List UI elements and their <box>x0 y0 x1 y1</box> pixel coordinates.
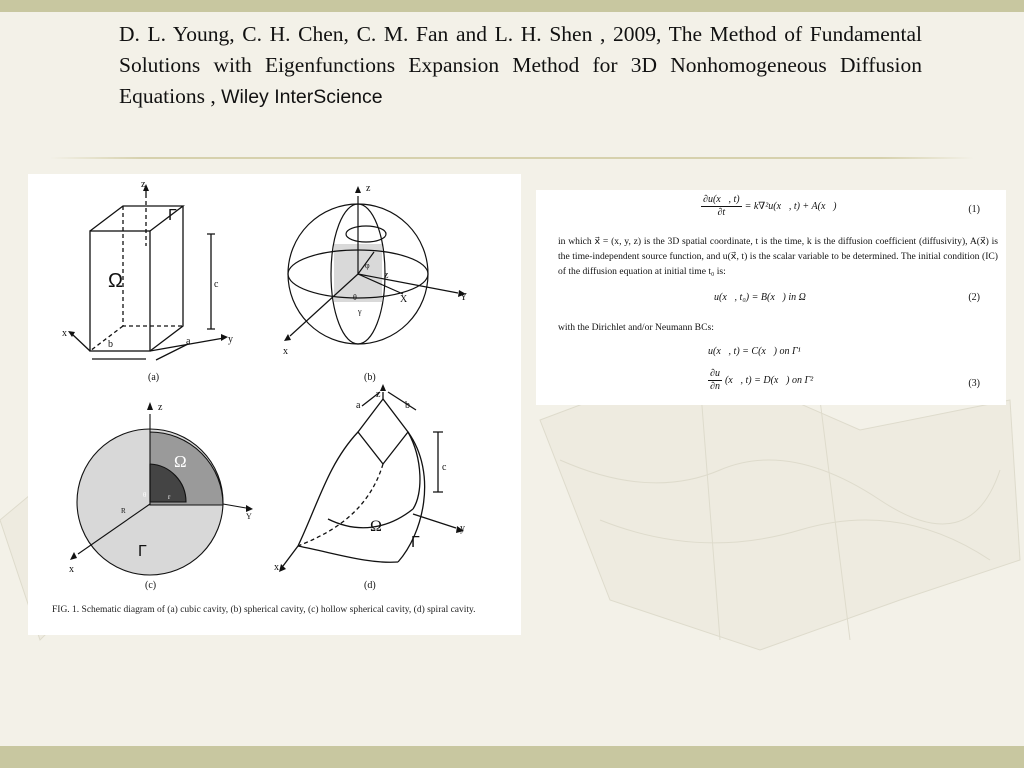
spiral-cavity-diagram <box>283 392 456 566</box>
axis-label-x-d: x <box>274 562 279 573</box>
axis-label-y: y <box>228 334 233 345</box>
equation-panel <box>536 190 1006 405</box>
equation-1 <box>536 194 1006 218</box>
angle-label-theta-c: θ <box>143 491 147 499</box>
top-decorative-bar <box>0 0 1024 12</box>
domain-label-omega-a: Ω <box>108 270 123 292</box>
eq1-rhs: = k∇²u(x⃗, t) + A(x⃗) <box>744 200 837 212</box>
figure-caption: FIG. 1. Schematic diagram of (a) cubic cavity, (b) spherical cavity, (c) hollow spherical cavity, (d) spiral cavity. <box>52 605 476 615</box>
paragraph-1: in which x⃗ = (x, y, z) is the 3D spatial coordinate, t is the time, k is the diffusion coefficient (diffusivity), A(x⃗) is the time-independent source function, and u(x⃗, t) is the scalar variable to be determined. The initial condition (IC) of the diffusion equation at initial time t₀ is: <box>558 236 998 277</box>
axis-label-z-b: z <box>366 183 371 194</box>
axis-label-y-d: y <box>460 523 465 534</box>
equation-3b <box>536 368 1006 392</box>
dimension-label-c-d: c <box>442 462 447 473</box>
axis-label-z-c: z <box>158 402 163 413</box>
radius-label-r-c: r <box>168 493 171 501</box>
eq1-number: (1) <box>968 204 980 215</box>
equation-2 <box>536 292 1006 316</box>
radius-label-R-c: R <box>121 507 126 515</box>
hollow-sphere-diagram <box>77 414 246 575</box>
axis-label-x-c: x <box>69 564 74 575</box>
spherical-cavity-diagram <box>288 196 458 344</box>
eq3b-numerator: ∂u <box>710 368 720 379</box>
subfigure-label-a: (a) <box>148 372 160 383</box>
cubic-cavity-diagram <box>72 188 224 360</box>
figure-drawing <box>28 174 521 635</box>
eq2-number: (2) <box>968 292 980 303</box>
citation-publisher: Wiley InterScience <box>221 86 383 108</box>
boundary-label-gamma-d: Γ <box>411 534 420 551</box>
subfigure-label-b: (b) <box>364 372 376 383</box>
axis-label-y-c: Y <box>246 512 252 521</box>
bottom-decorative-bar <box>0 746 1024 768</box>
boundary-label-gamma-c: Γ <box>138 543 147 560</box>
paragraph-2: with the Dirichlet and/or Neumann BCs: <box>558 322 714 333</box>
subfigure-label-d: (d) <box>364 580 376 591</box>
dimension-label-b-a: b <box>108 339 113 350</box>
axis-label-Z-b: z <box>384 270 389 281</box>
axis-label-X-b: X <box>400 294 408 305</box>
equation-3a <box>536 346 1006 370</box>
axis-label-x-b: x <box>283 346 288 357</box>
angle-label-gamma-b: γ <box>358 307 362 316</box>
boundary-label-gamma-a: Γ <box>168 207 177 224</box>
eq1-denominator: ∂t <box>717 207 726 218</box>
eq1-numerator: ∂u(x⃗, t) <box>703 194 740 205</box>
dimension-label-c-a: c <box>214 279 219 290</box>
angle-label-theta-b: θ <box>353 293 357 302</box>
dimension-label-a-a: a <box>186 336 191 347</box>
dimension-label-b-d: b <box>405 400 410 411</box>
figure-panel <box>28 174 521 635</box>
eq2-expression: u(x⃗, t₀) = B(x⃗) in Ω <box>714 292 806 303</box>
axis-label-Y-b: Y <box>460 292 468 303</box>
dimension-label-a-d: a <box>356 400 361 411</box>
subfigure-label-c: (c) <box>145 580 157 591</box>
axis-label-z: z <box>141 179 146 190</box>
domain-label-omega-d: Ω <box>370 518 382 535</box>
axis-label-z-d: z <box>376 389 381 400</box>
angle-label-phi-b: φ <box>365 261 370 270</box>
citation-text: D. L. Young, C. H. Chen, C. M. Fan and L. H. Shen , 2009, The Method of Fundamental Solutions with Eigenfunctions Expansion Method for 3D Nonhomogeneous Diffusion Equations , <box>119 22 922 108</box>
axis-label-x: x <box>62 328 67 339</box>
eq3a-expression: u(x⃗, t) = C(x⃗) on Γ¹ <box>708 346 801 357</box>
eq3-number: (3) <box>968 378 980 389</box>
divider-line <box>50 157 974 159</box>
domain-label-omega-c: Ω <box>174 452 187 471</box>
eq3b-denominator: ∂n <box>710 381 720 392</box>
eq3b-rhs: (x⃗, t) = D(x⃗) on Γ² <box>724 374 814 386</box>
citation <box>119 19 922 113</box>
